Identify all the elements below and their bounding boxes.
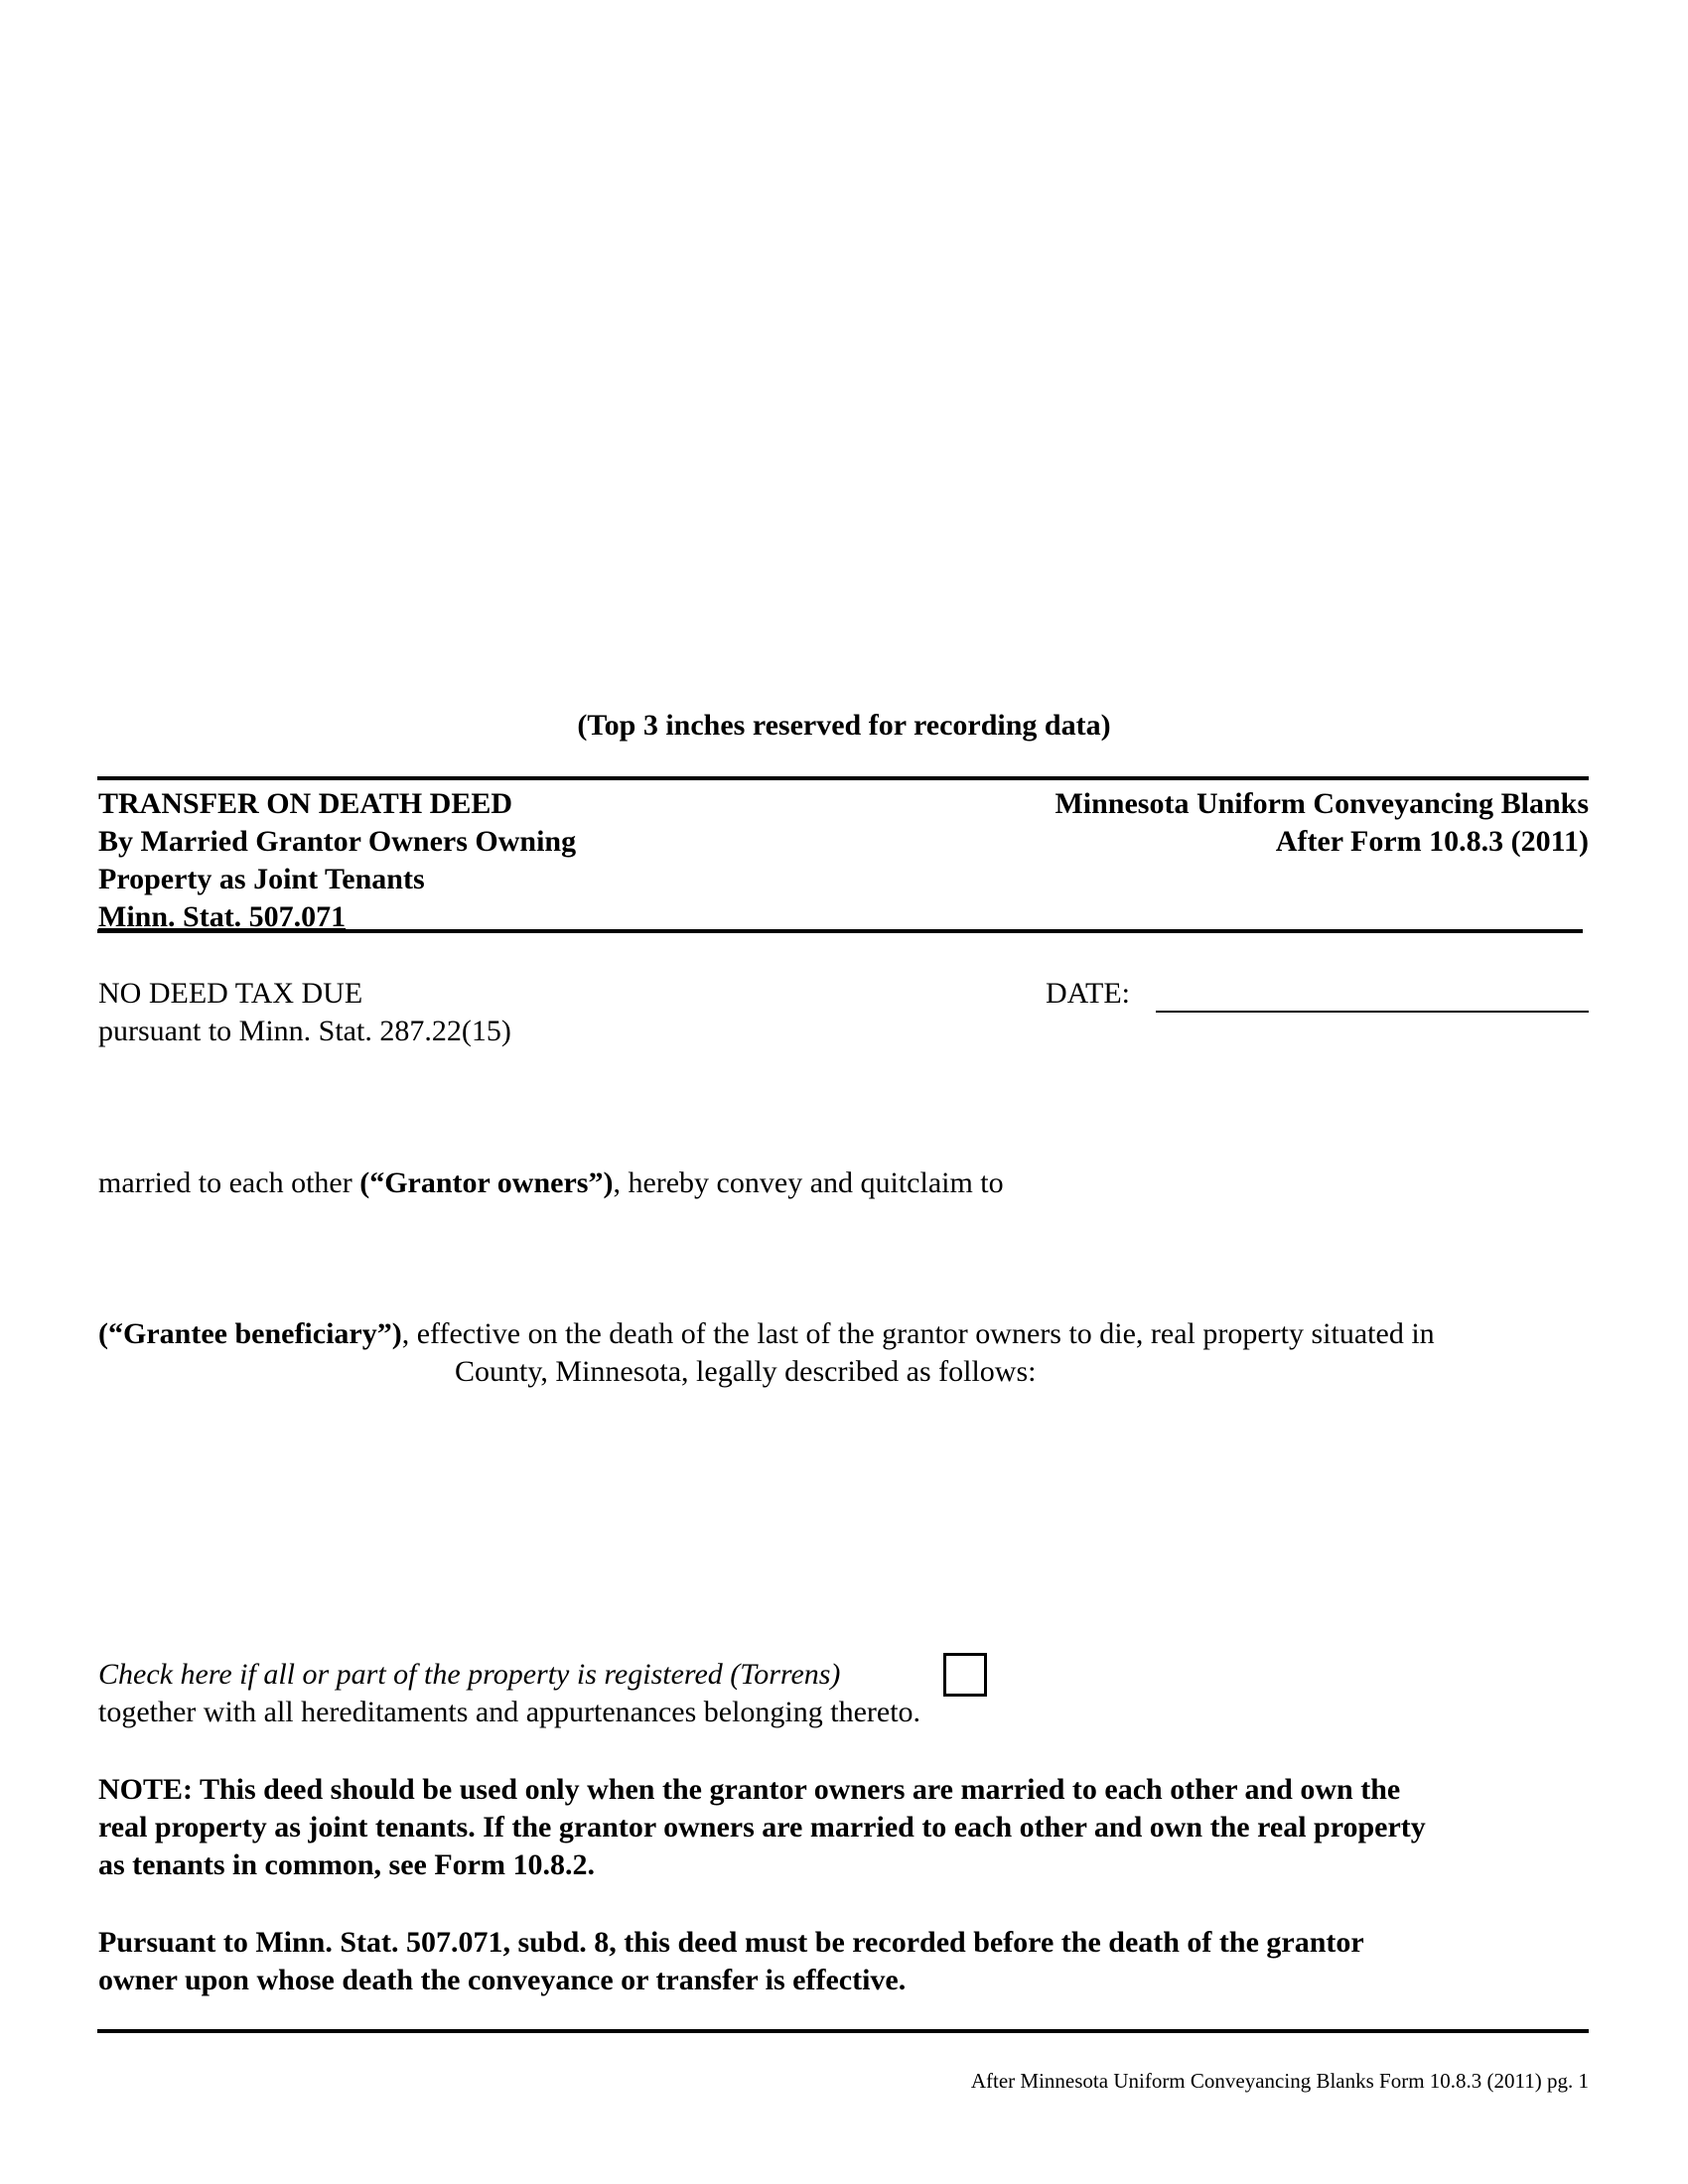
- header-top-rule: [97, 776, 1589, 780]
- form-subtitle-line1: By Married Grantor Owners Owning: [98, 825, 577, 858]
- date-field[interactable]: [1156, 975, 1589, 1013]
- grantor-clause-suffix: , hereby convey and quitclaim to: [613, 1166, 1004, 1199]
- grantor-clause: [98, 1164, 1004, 1202]
- together-clause: together with all hereditaments and appurtenances belonging thereto.: [98, 1696, 921, 1728]
- county-line: County, Minnesota, legally described as follows:: [455, 1355, 1037, 1388]
- form-subtitle-line2: Property as Joint Tenants: [98, 863, 425, 895]
- deed-tax-label: NO DEED TAX DUE: [98, 977, 363, 1010]
- torrens-checkbox[interactable]: [943, 1653, 987, 1697]
- note-line3: as tenants in common, see Form 10.8.2.: [98, 1848, 595, 1881]
- footer-rule: [97, 2029, 1589, 2033]
- header-bottom-rule: [97, 929, 1583, 933]
- pursuant-line1: Pursuant to Minn. Stat. 507.071, subd. 8, this deed must be recorded before the death of the grantor: [98, 1926, 1364, 1959]
- grantor-owners-term: (“Grantor owners”): [359, 1166, 614, 1199]
- date-label: DATE:: [1046, 977, 1130, 1010]
- form-series: Minnesota Uniform Conveyancing Blanks: [1055, 787, 1589, 820]
- grantee-clause-suffix: , effective on the death of the last of the grantor owners to die, real property situated in: [401, 1317, 1435, 1350]
- pursuant-line2: owner upon whose death the conveyance or transfer is effective.: [98, 1964, 907, 1996]
- grantor-clause-prefix: married to each other: [98, 1166, 360, 1199]
- note-line2: real property as joint tenants. If the grantor owners are married to each other and own the real property: [98, 1811, 1426, 1843]
- deed-tax-statute: pursuant to Minn. Stat. 287.22(15): [98, 1015, 511, 1047]
- recording-note: (Top 3 inches reserved for recording data): [577, 709, 1111, 742]
- form-number: After Form 10.8.3 (2011): [1275, 825, 1589, 858]
- page-footer: After Minnesota Uniform Conveyancing Blanks Form 10.8.3 (2011) pg. 1: [970, 2069, 1589, 2093]
- form-title: TRANSFER ON DEATH DEED: [98, 787, 512, 820]
- grantee-beneficiary-term: (“Grantee beneficiary”): [98, 1317, 402, 1350]
- note-line1: NOTE: This deed should be used only when the grantor owners are married to each other and own the: [98, 1773, 1401, 1806]
- statute-reference: Minn. Stat. 507.071: [98, 900, 347, 933]
- grantee-clause: [98, 1315, 1435, 1353]
- torrens-label: Check here if all or part of the property is registered (Torrens): [98, 1658, 841, 1691]
